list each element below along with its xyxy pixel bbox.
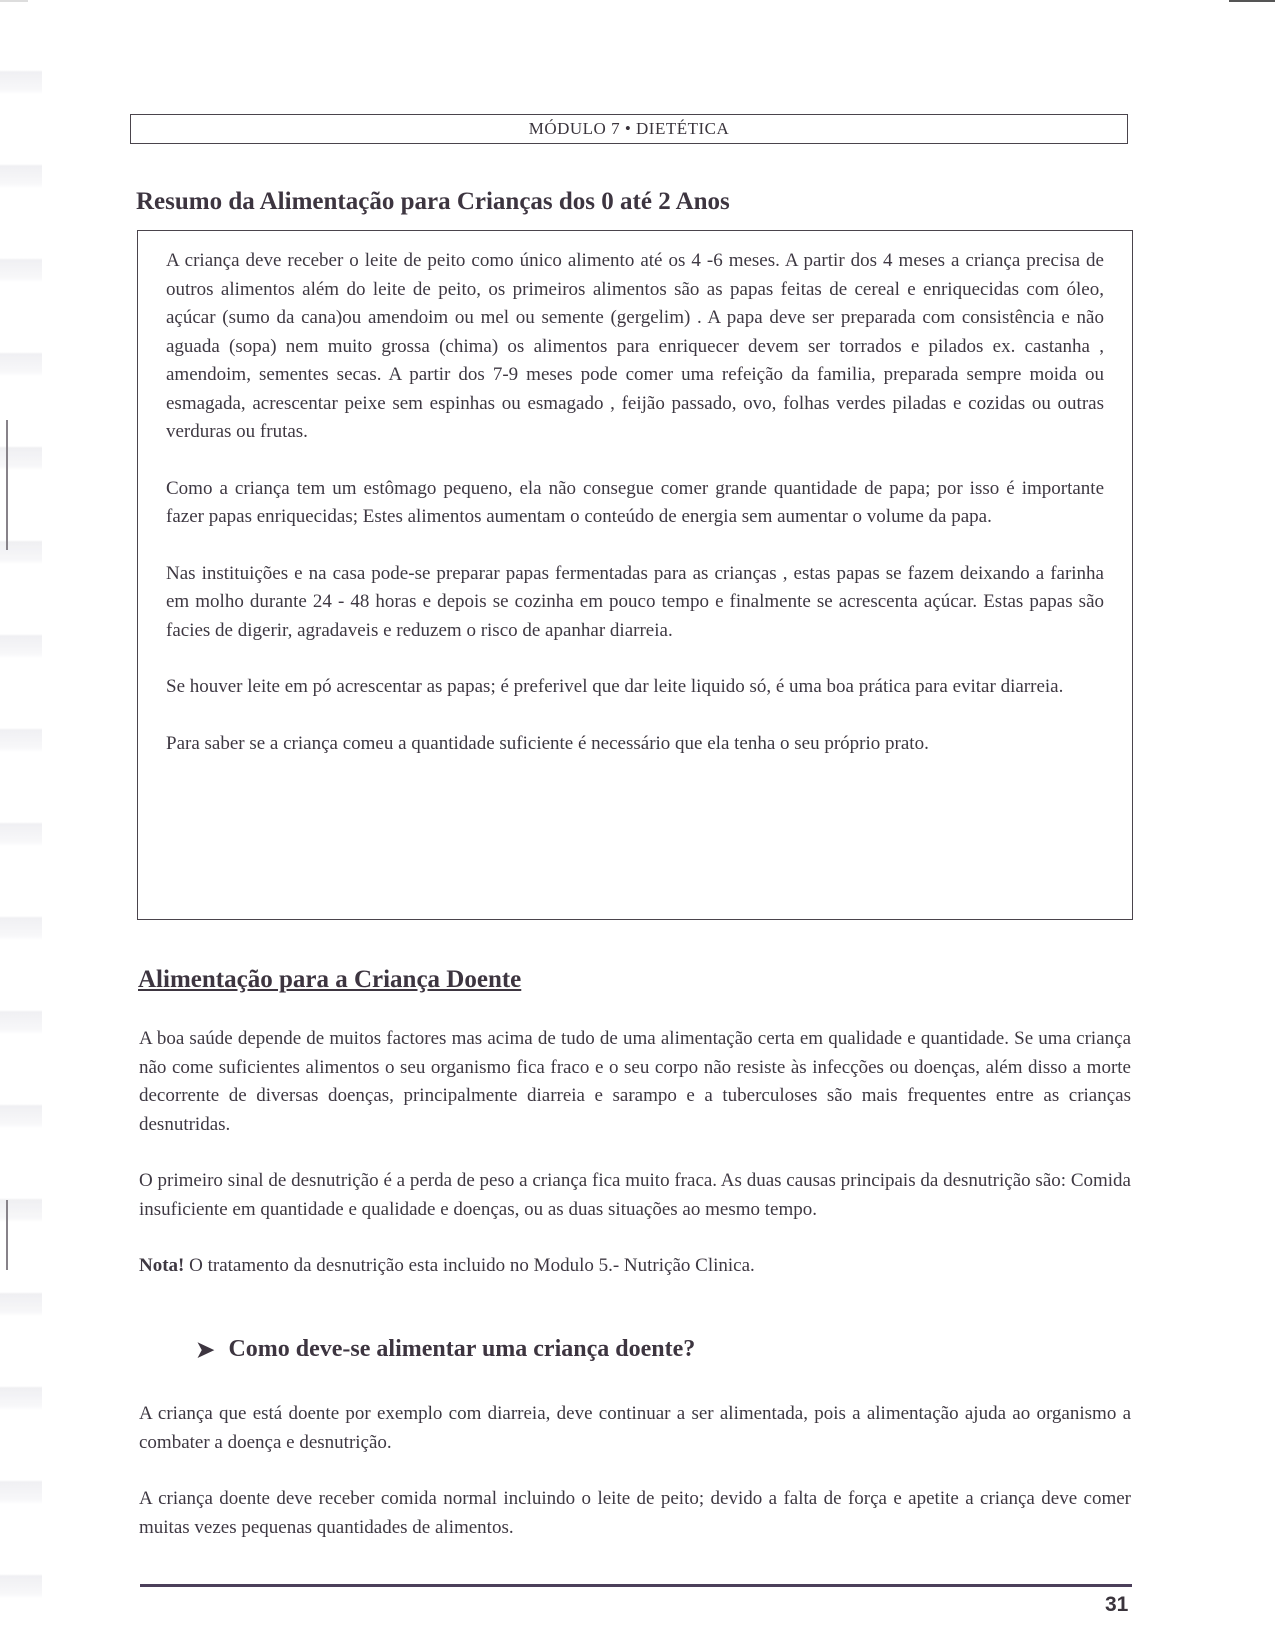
paragraph: Para saber se a criança comeu a quantidade suficiente é necessário que ela tenha o seu próprio prato. — [166, 732, 929, 754]
summary-box-content — [166, 247, 1104, 786]
paragraph: O primeiro sinal de desnutrição é a perda de peso a criança fica muito fraca. As duas causas principais da desnutrição são: Comida insuficiente em quantidade e qualidade e doenças, ou as duas situações ao mesmo tempo. — [139, 1170, 1131, 1220]
module-header — [130, 114, 1128, 144]
module-label: MÓDULO 7 • DIETÉTICA — [528, 119, 730, 138]
subsection-title: Como deve-se alimentar uma criança doente? — [228, 1336, 696, 1362]
scan-mark — [1229, 0, 1275, 2]
paragraph: Como a criança tem um estômago pequeno, ela não consegue comer grande quantidade de papa; por isso é importante fazer papas enriquecidas; Estes alimentos aumentam o conteúdo de energia sem aumentar o volume da papa. — [166, 477, 1104, 527]
page-number: 31 — [1105, 1593, 1129, 1616]
subsection-heading — [196, 1336, 695, 1363]
paragraph: A criança doente deve receber comida normal incluindo o leite de peito; devido a falta de força e apetite a criança deve comer muitas vezes pequenas quantidades de alimentos. — [139, 1488, 1131, 1538]
note-text: O tratamento da desnutrição esta incluido no Modulo 5.- Nutrição Clinica. — [184, 1255, 755, 1276]
scan-mark — [6, 420, 8, 550]
subsection-content — [139, 1400, 1131, 1570]
section-title-sick-child: Alimentação para a Criança Doente — [138, 966, 522, 993]
arrow-bullet-icon: ➤ — [196, 1336, 215, 1362]
scanned-binding-edge — [0, 0, 42, 1650]
paragraph: A boa saúde depende de muitos factores mas acima de tudo de uma alimentação certa em qualidade e quantidade. Se uma criança não come suficientes alimentos o seu organismo fica fraco e o seu corpo não resiste às infecções ou doenças, além disso a morte decorrente de diversas doenças, principalmente diarreia e sarampo e a tuberculoses são mais frequentes entre as crianças desnutridas. — [139, 1028, 1131, 1135]
sick-child-content — [139, 1025, 1131, 1309]
paragraph: A criança deve receber o leite de peito como único alimento até os 4 -6 meses. A partir dos 4 meses a criança precisa de outros alimentos além do leite de peito, os primeiros alimentos são as papas feitas de cereal e enriquecidas com óleo, açúcar (sumo da cana)ou amendoim ou mel ou semente (gergelim) . A papa deve ser preparada com consistência e não aguada (sopa) nem muito grossa (chima) os alimentos para enriquecer devem ser torrados e pilados ex. castanha , amendoim, sementes secas. A partir dos 7-9 meses pode comer uma refeição da familia, preparada sempre moida ou esmagada, acrescentar peixe sem espinhas ou esmagado , feijão passado, ovo, folhas verdes piladas e cozidas ou outras verduras ou frutas. — [166, 250, 1104, 442]
scan-mark — [6, 1200, 8, 1270]
paragraph: A criança que está doente por exemplo com diarreia, deve continuar a ser alimentada, pois a alimentação ajuda ao organismo a combater a doença e desnutrição. — [139, 1403, 1131, 1453]
paragraph: Se houver leite em pó acrescentar as papas; é preferivel que dar leite liquido só, é uma boa prática para evitar diarreia. — [166, 676, 1064, 697]
section-title-summary: Resumo da Alimentação para Crianças dos 0 até 2 Anos — [136, 188, 730, 215]
note-paragraph — [139, 1252, 1131, 1281]
footer-rule — [140, 1584, 1132, 1587]
note-label: Nota! — [139, 1255, 185, 1276]
paragraph: Nas instituições e na casa pode-se preparar papas fermentadas para as crianças , estas papas se fazem deixando a farinha em molho durante 24 - 48 horas e depois se cozinha em pouco tempo e finalmente se acrescenta açúcar. Estas papas são facies de digerir, agradaveis e reduzem o risco de apanhar diarreia. — [166, 562, 1104, 641]
